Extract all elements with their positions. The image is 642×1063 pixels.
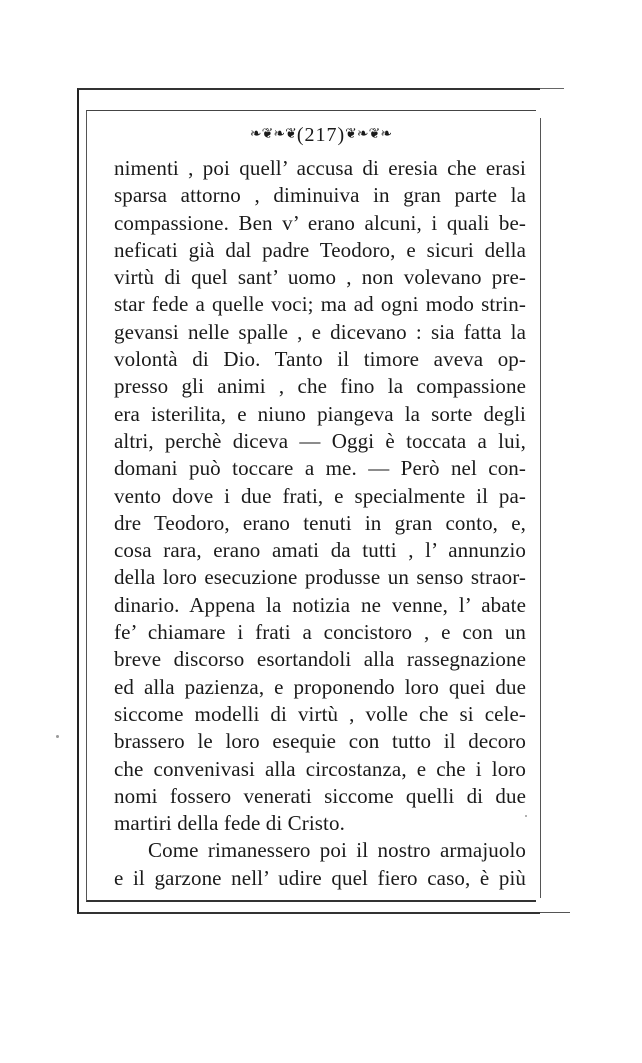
text-line: dinario. Appena la notizia ne venne, l’ abate — [114, 592, 526, 617]
body-text — [114, 155, 526, 892]
text-line: virtù di quel sant’ uomo , non volevano pre- — [114, 265, 526, 290]
text-line: brassero le loro esequie con tutto il decoro — [114, 729, 526, 754]
page-number-close-paren: ) — [337, 124, 346, 146]
text-line: ed alla pazienza, e proponendo loro quei due — [114, 674, 526, 699]
text-line: nimenti , poi quell’ accusa di eresia che erasi — [114, 156, 526, 180]
running-header — [0, 124, 642, 147]
text-line: presso gli animi , che fino la compassione — [114, 374, 526, 399]
text-line-paragraph-start: Come rimanessero poi il nostro armajuolo — [148, 838, 526, 863]
page-frame-top-tail — [540, 88, 564, 89]
text-line: nomi fossero venerati siccome quelli di due — [114, 783, 526, 808]
text-line: altri, perchè diceva — Oggi è toccata a lui, — [114, 428, 526, 453]
text-line: volontà di Dio. Tanto il timore aveva op- — [114, 347, 526, 372]
text-line: domani può toccare a me. — Però nel con- — [114, 456, 526, 481]
text-line: della loro esecuzione produsse un senso straor- — [114, 565, 526, 590]
text-line: e il garzone nell’ udire quel fiero caso, è più — [114, 865, 526, 890]
text-line: dre Teodoro, erano tenuti in gran conto, e, — [114, 510, 526, 535]
text-line: sparsa attorno , diminuiva in gran parte la — [114, 183, 526, 208]
page-frame-bottom-tail — [540, 912, 570, 913]
text-line: cosa rara, erano amati da tutti , l’ annunzio — [114, 538, 526, 563]
header-ornament-left-icon: ❧❦❧❦ — [249, 127, 297, 142]
text-line: compassione. Ben v’ erano alcuni, i quali be- — [114, 210, 526, 235]
header-ornament-right-icon: ❦❧❦❧ — [345, 127, 393, 142]
text-line: che convenivasi alla circostanza, e che i loro — [114, 756, 526, 781]
text-line: star fede a quelle voci; ma ad ogni modo strin- — [114, 292, 526, 317]
text-line: breve discorso esortandoli alla rassegnazione — [114, 647, 526, 672]
text-line: fe’ chiamare i frati a concistoro , e con un — [114, 620, 526, 645]
text-line-paragraph-end: martiri della fede di Cristo. — [114, 811, 345, 836]
page-number-open-paren: ( — [296, 124, 305, 146]
text-line: vento dove i due frati, e specialmente il pa- — [114, 483, 526, 508]
text-line: siccome modelli di virtù , volle che si cele- — [114, 701, 526, 726]
text-line: era isterilita, e niuno piangeva la sorte degli — [114, 401, 526, 426]
text-line: neficati già dal padre Teodoro, e sicuri della — [114, 237, 526, 262]
page-number: 217 — [304, 124, 338, 146]
page-frame-right-rule — [540, 118, 541, 898]
paper-speck — [525, 815, 527, 817]
text-line: gevansi nelle spalle , e dicevano : sia fatta la — [114, 319, 526, 344]
paper-speck — [56, 735, 59, 738]
